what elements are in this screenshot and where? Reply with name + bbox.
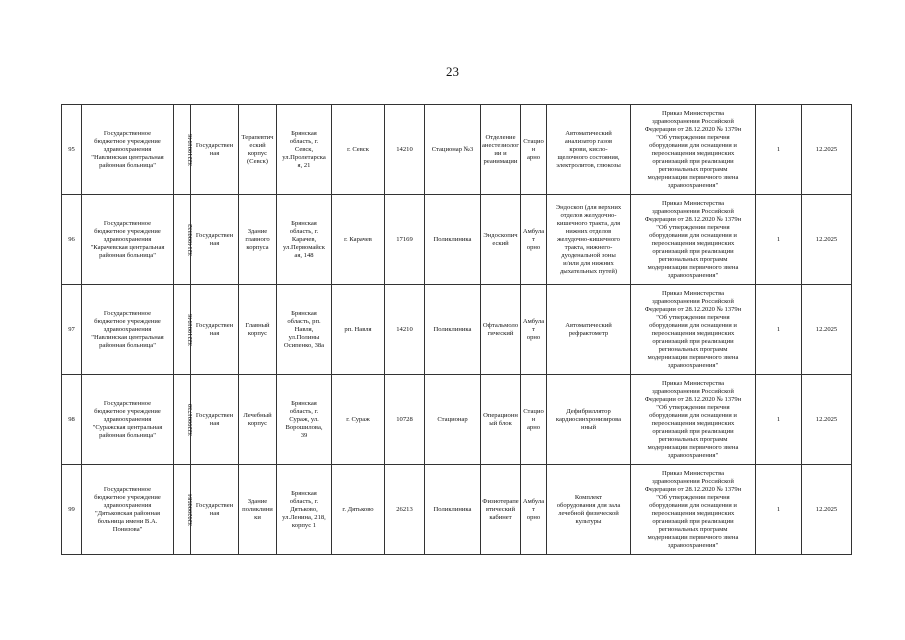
department: Отделение анестезиолог ии и реанимации (481, 105, 521, 195)
row-number: 98 (62, 375, 82, 465)
table-row (62, 105, 852, 195)
department: Операционн ый блок (481, 375, 521, 465)
building-name: Здание главного корпуса (239, 195, 277, 285)
ownership-form: Государствен ная (191, 195, 239, 285)
department: Эндоскопич еский (481, 195, 521, 285)
care-conditions: Амбулат орно (521, 285, 547, 375)
quantity: 1 (756, 195, 802, 285)
equipment-name: Автоматический анализатор газов крови, кисло- щелочного состояния, электролитов, глюкозы (547, 105, 631, 195)
quantity: 1 (756, 465, 802, 555)
legal-basis: Приказ Министерства здравоохранения Российской Федерации от 28.12.2020 № 1379н "Об утверждении перечня оборудования для оснащения и переоснащения медицинских организаций при реализации региональных программ модернизации первичного звена здравоохранения" (631, 105, 756, 195)
address: Брянская область, г. Сураж, ул. Ворошилова, 39 (277, 375, 332, 465)
page-number: 23 (446, 64, 459, 79)
locality: рп. Навля (332, 285, 385, 375)
delivery-date: 12.2025 (802, 195, 852, 285)
division: Поликлиника (425, 465, 481, 555)
address: Брянская область, г. Дятьково, ул.Ленина, 218, корпус 1 (277, 465, 332, 555)
ownership-form: Государствен ная (191, 105, 239, 195)
quantity: 1 (756, 285, 802, 375)
inn-cell (174, 105, 194, 195)
equipment-name: Комплект оборудования для зала лечебной физической культуры (547, 465, 631, 555)
locality: г. Карачев (332, 195, 385, 285)
locality: г. Сураж (332, 375, 385, 465)
table-row (62, 285, 852, 375)
row-number: 95 (62, 105, 82, 195)
care-conditions: Стацион арно (521, 105, 547, 195)
department: Физиотерапе втический кабинет (481, 465, 521, 555)
legal-basis: Приказ Министерства здравоохранения Российской Федерации от 28.12.2020 № 1379н "Об утверждении перечня оборудования для оснащения и переоснащения медицинских организаций при реализации региональных программ модернизации первичного звена здравоохранения" (631, 195, 756, 285)
ownership-form: Государствен ная (191, 285, 239, 375)
organization-name: Государственное бюджетное учреждение здравоохранения "Суражская центральная районная больница" (82, 375, 174, 465)
quantity: 1 (756, 105, 802, 195)
inn-cell (174, 375, 194, 465)
legal-basis: Приказ Министерства здравоохранения Российской Федерации от 28.12.2020 № 1379н "Об утверждении перечня оборудования для оснащения и переоснащения медицинских организаций при реализации региональных программ модернизации первичного звена здравоохранения" (631, 375, 756, 465)
okato-code: 10728 (385, 375, 425, 465)
organization-name: Государственное бюджетное учреждение здравоохранения "Навлинская центральная районная больница" (82, 285, 174, 375)
organization-name: Государственное бюджетное учреждение здравоохранения "Карачевская центральная районная больница" (82, 195, 174, 285)
inn-code: 3214000332 (186, 223, 194, 256)
division: Стационар (425, 375, 481, 465)
division: Поликлиника (425, 285, 481, 375)
building-name: Лечебный корпус (239, 375, 277, 465)
okato-code: 14210 (385, 105, 425, 195)
equipment-name: Дефибриллятор кардиосинхронизирова нный (547, 375, 631, 465)
address: Брянская область, рп. Навля, ул.Полины Осипенко, 38а (277, 285, 332, 375)
delivery-date: 12.2025 (802, 375, 852, 465)
division: Стационар №3 (425, 105, 481, 195)
inn-cell (174, 465, 194, 555)
inn-cell (174, 195, 194, 285)
legal-basis: Приказ Министерства здравоохранения Российской Федерации от 28.12.2020 № 1379н "Об утверждении перечня оборудования для оснащения и переоснащения медицинских организаций при реализации региональных программ модернизации первичного звена здравоохранения" (631, 285, 756, 375)
legal-basis: Приказ Министерства здравоохранения Российской Федерации от 28.12.2020 № 1379н "Об утверждении перечня оборудования для оснащения и переоснащения медицинских организаций при реализации региональных программ модернизации первичного звена здравоохранения" (631, 465, 756, 555)
delivery-date: 12.2025 (802, 465, 852, 555)
building-name: Терапевтич еский корпус (Севск) (239, 105, 277, 195)
table-row (62, 465, 852, 555)
address: Брянская область, г. Севск, ул.Пролетарска я, 21 (277, 105, 332, 195)
inn-code: 3229001730 (186, 403, 194, 436)
ownership-form: Государствен ная (191, 465, 239, 555)
delivery-date: 12.2025 (802, 105, 852, 195)
address: Брянская область, г. Карачев, ул.Первомайск ая, 148 (277, 195, 332, 285)
delivery-date: 12.2025 (802, 285, 852, 375)
care-conditions: Амбулат орно (521, 195, 547, 285)
ownership-form: Государствен ная (191, 375, 239, 465)
inn-code: 3221001946 (186, 313, 194, 346)
equipment-name: Автоматический рефрактометр (547, 285, 631, 375)
inn-code: 3202000584 (186, 493, 194, 526)
locality: г. Дятьково (332, 465, 385, 555)
table-row (62, 195, 852, 285)
row-number: 97 (62, 285, 82, 375)
building-name: Здание поликлини ки (239, 465, 277, 555)
quantity: 1 (756, 375, 802, 465)
building-name: Главный корпус (239, 285, 277, 375)
locality: г. Севск (332, 105, 385, 195)
row-number: 96 (62, 195, 82, 285)
care-conditions: Амбулат орно (521, 465, 547, 555)
organization-name: Государственное бюджетное учреждение здравоохранения "Дятьковская районная больница имени В.А. Понизова" (82, 465, 174, 555)
inn-code: 3221001946 (186, 133, 194, 166)
equipment-name: Эндоскоп (для верхних отделов желудочно- кишечного тракта, для нижних отделов желудочно-кишечного тракта, нижнего- дуоденальной зоны и/или для нижних дыхательных путей) (547, 195, 631, 285)
equipment-registry-table (61, 104, 852, 555)
organization-name: Государственное бюджетное учреждение здравоохранения "Навлинская центральная районная больница" (82, 105, 174, 195)
table-row (62, 375, 852, 465)
okato-code: 17169 (385, 195, 425, 285)
okato-code: 26213 (385, 465, 425, 555)
division: Поликлиника (425, 195, 481, 285)
okato-code: 14210 (385, 285, 425, 375)
inn-cell (174, 285, 194, 375)
care-conditions: Стацион арно (521, 375, 547, 465)
row-number: 99 (62, 465, 82, 555)
department: Офтальмоло гический (481, 285, 521, 375)
